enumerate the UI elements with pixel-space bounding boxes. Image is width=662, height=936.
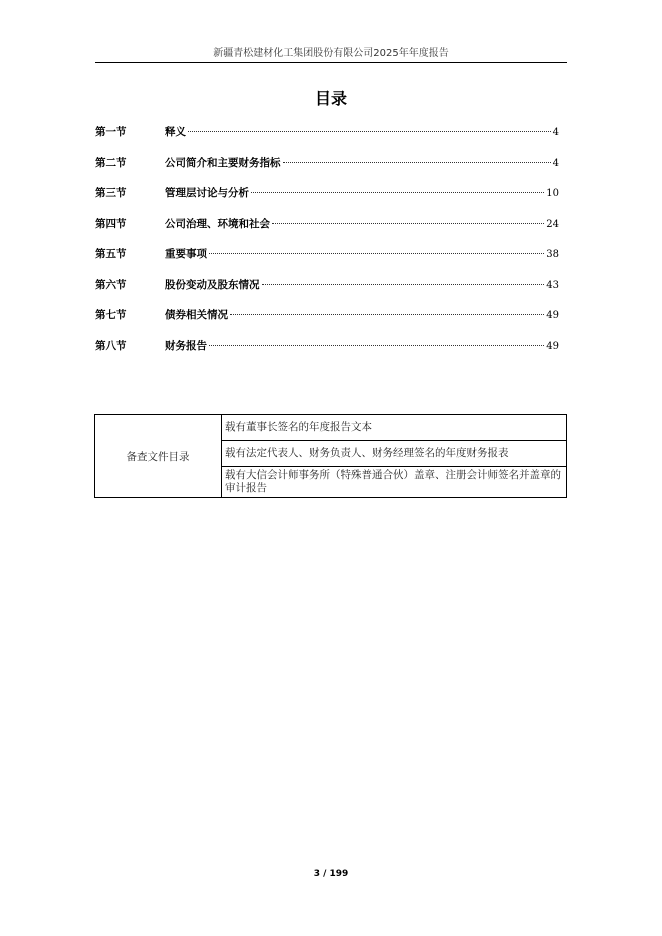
toc-entry-5[interactable] bbox=[95, 246, 559, 277]
toc-entry-title: 债券相关情况 bbox=[165, 309, 228, 321]
toc-dot-leader bbox=[251, 192, 544, 193]
toc-dot-leader bbox=[230, 314, 544, 315]
toc-entry-number: 第二节 bbox=[95, 156, 127, 169]
toc-entry-4[interactable] bbox=[95, 216, 559, 247]
reference-documents-label: 备查文件目录 bbox=[95, 415, 222, 498]
toc-entry-6[interactable] bbox=[95, 277, 559, 308]
toc-entry-title: 释义 bbox=[165, 126, 186, 138]
toc-entry-number: 第七节 bbox=[95, 309, 127, 321]
toc-entry-page: 49 bbox=[546, 340, 559, 352]
toc-entry-number: 第一节 bbox=[95, 126, 127, 138]
toc-entry-title: 重要事项 bbox=[165, 248, 207, 260]
toc-entry-1[interactable] bbox=[95, 124, 559, 155]
toc-entry-title: 公司简介和主要财务指标 bbox=[165, 156, 281, 169]
toc-entry-title: 财务报告 bbox=[165, 339, 207, 352]
toc-entry-number: 第六节 bbox=[95, 278, 127, 291]
toc-entry-number: 第四节 bbox=[95, 217, 127, 230]
table-of-contents bbox=[95, 124, 559, 368]
toc-entry-title: 股份变动及股东情况 bbox=[165, 278, 260, 291]
page-number: 3 / 199 bbox=[313, 869, 349, 879]
toc-entry-title: 管理层讨论与分析 bbox=[165, 187, 249, 199]
toc-dot-leader bbox=[283, 162, 551, 163]
toc-entry-page: 49 bbox=[546, 310, 559, 321]
toc-entry-7[interactable] bbox=[95, 307, 559, 338]
toc-dot-leader bbox=[262, 284, 545, 285]
toc-entry-title: 公司治理、环境和社会 bbox=[165, 217, 270, 230]
toc-entry-page: 10 bbox=[546, 188, 559, 199]
toc-entry-page: 38 bbox=[546, 249, 559, 260]
toc-entry-3[interactable] bbox=[95, 185, 559, 216]
toc-entry-page: 4 bbox=[552, 157, 559, 169]
toc-entry-8[interactable] bbox=[95, 338, 559, 369]
reference-document-item: 载有法定代表人、财务负责人、财务经理签名的年度财务报表 bbox=[222, 441, 567, 467]
toc-dot-leader bbox=[272, 223, 544, 224]
toc-entry-page: 43 bbox=[546, 279, 559, 291]
toc-dot-leader bbox=[209, 345, 544, 346]
toc-dot-leader bbox=[188, 131, 551, 132]
toc-entry-number: 第八节 bbox=[95, 339, 127, 352]
toc-entry-number: 第三节 bbox=[95, 187, 127, 199]
report-header: 新疆青松建材化工集团股份有限公司2025年年度报告 bbox=[213, 48, 449, 59]
header-rule bbox=[95, 62, 567, 63]
reference-document-item: 载有大信会计师事务所（特殊普通合伙）盖章、注册会计师签名并盖章的审计报告 bbox=[222, 467, 567, 498]
toc-entry-page: 24 bbox=[546, 218, 559, 230]
toc-entry-2[interactable] bbox=[95, 155, 559, 186]
reference-documents-table bbox=[94, 414, 567, 498]
toc-entry-number: 第五节 bbox=[95, 248, 127, 260]
reference-document-item: 载有董事长签名的年度报告文本 bbox=[222, 415, 567, 441]
toc-dot-leader bbox=[209, 253, 544, 254]
toc-title: 目录 bbox=[314, 89, 347, 108]
toc-entry-page: 4 bbox=[552, 127, 559, 138]
